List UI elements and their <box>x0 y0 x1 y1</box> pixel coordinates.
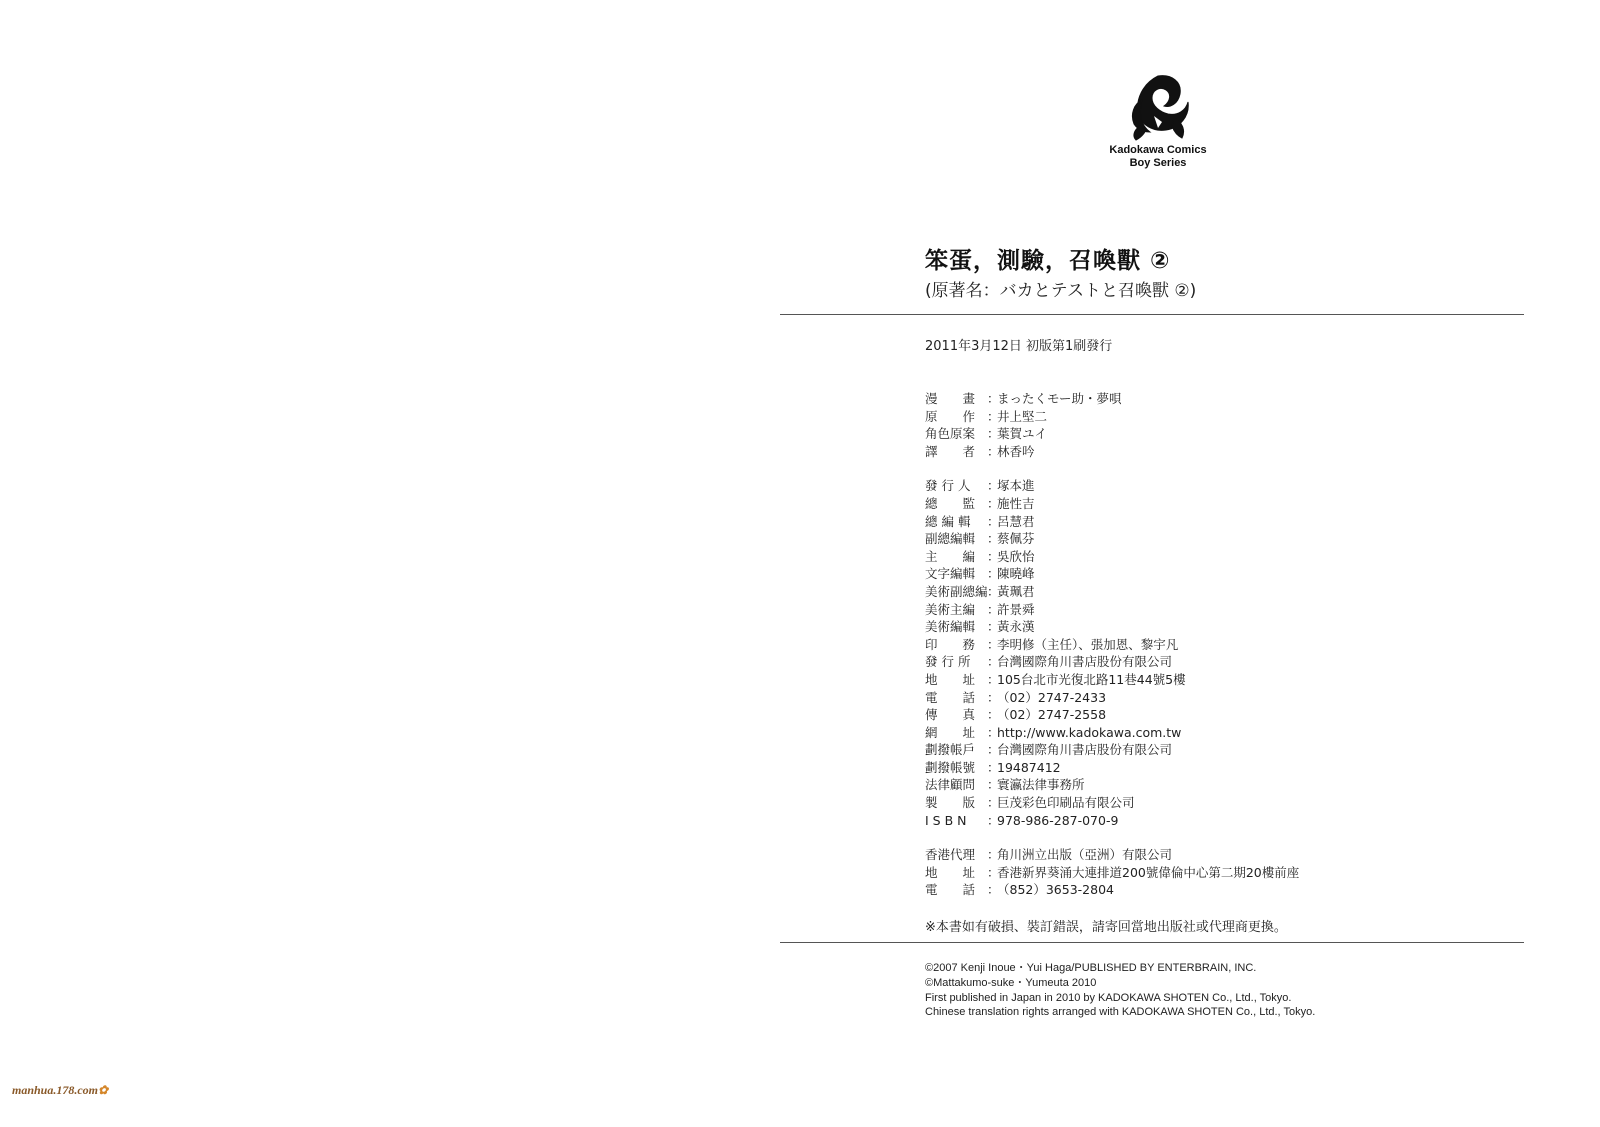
credit-row <box>925 741 1299 759</box>
credit-row <box>925 794 1299 812</box>
credit-separator: ： <box>987 759 1000 775</box>
credit-separator: ： <box>987 689 1000 705</box>
copyright-line: ©Mattakumo-suke・Yumeuta 2010 <box>925 976 1097 989</box>
credit-label: 地 址 <box>925 864 976 880</box>
credit-label: 漫 畫 <box>925 391 976 406</box>
credit-label: 劃撥帳戶 <box>925 742 976 758</box>
credit-row <box>925 812 1299 830</box>
credit-row <box>925 846 1299 864</box>
flower-icon: ✿ <box>98 1083 109 1097</box>
credit-separator: ： <box>987 583 1000 599</box>
credit-separator: ： <box>987 882 1000 898</box>
credit-label: 譯 者 <box>925 443 976 459</box>
credit-row <box>925 548 1299 566</box>
credit-group <box>925 846 1299 899</box>
credit-row <box>925 513 1299 531</box>
logo-line-1: Kadokawa Comics <box>1109 144 1207 156</box>
credit-value: （02）2747-2558 <box>997 707 1107 723</box>
credit-row <box>925 495 1299 513</box>
credit-value: 李明修（主任）、張加恩、黎宇凡 <box>997 636 1179 652</box>
copyright-line: First published in Japan in 2010 by KADOKAWA SHOTEN Co., Ltd., Tokyo. <box>925 991 1292 1004</box>
credit-row <box>925 724 1299 742</box>
credit-value: 塚本進 <box>997 478 1035 494</box>
credit-separator: ： <box>987 443 1000 459</box>
credit-separator: ： <box>987 707 1000 723</box>
credit-row <box>925 759 1299 777</box>
phoenix-emblem-icon <box>1120 70 1196 144</box>
credit-label: 角色原案 <box>925 426 976 442</box>
credit-group <box>925 390 1299 460</box>
credit-separator: ： <box>987 548 1000 564</box>
credit-value: 井上堅二 <box>997 408 1048 424</box>
credit-row <box>925 864 1299 882</box>
credit-row <box>925 583 1299 601</box>
copyright-line: ©2007 Kenji Inoue・Yui Haga/PUBLISHED BY ENTERBRAIN, INC. <box>925 962 1257 974</box>
credit-separator: ： <box>987 724 1000 740</box>
credit-value: 105台北市光復北路11巷44號5樓 <box>997 671 1186 687</box>
credit-row <box>925 425 1299 443</box>
credit-row <box>925 706 1299 724</box>
damage-notice: ※本書如有破損、裝訂錯誤，請寄回當地出版社或代理商更換。 <box>925 920 1287 935</box>
credit-value: 978-986-287-070-9 <box>997 812 1119 828</box>
edition-date: 2011年3月12日 初版第1刷發行 <box>925 339 1113 354</box>
credit-separator: ： <box>987 513 1000 529</box>
credit-label: 印 務 <box>925 636 976 652</box>
credit-label: 製 版 <box>925 795 976 811</box>
credit-label: 劃撥帳號 <box>925 759 976 775</box>
book-title: 笨蛋，測驗，召喚獸 ② <box>925 248 1171 274</box>
credit-row <box>925 477 1299 495</box>
credit-value: （02）2747-2433 <box>997 689 1107 705</box>
credit-row <box>925 618 1299 636</box>
credit-row <box>925 530 1299 548</box>
credit-value: 寰瀛法律事務所 <box>997 777 1085 793</box>
credit-separator: ： <box>987 654 1000 670</box>
credit-label: 網 址 <box>925 724 976 740</box>
credit-row <box>925 881 1299 899</box>
credit-value: 巨茂彩色印刷品有限公司 <box>997 795 1135 811</box>
credit-separator: ： <box>987 391 1000 406</box>
credit-label: 文字編輯 <box>925 566 976 582</box>
credit-value: 葉賀ユイ <box>997 426 1048 442</box>
credit-separator: ： <box>987 408 1000 424</box>
credit-row <box>925 776 1299 794</box>
credit-separator: ： <box>987 671 1000 687</box>
credit-separator: ： <box>987 777 1000 793</box>
credit-separator: ： <box>987 847 1000 863</box>
credits-block <box>925 390 1299 916</box>
copyright-block <box>925 961 1315 1020</box>
credit-label: 美術主編 <box>925 601 976 617</box>
credit-label: 副總編輯 <box>925 531 976 547</box>
credit-separator: ： <box>987 531 1000 547</box>
credit-separator: ： <box>987 864 1000 880</box>
credit-row <box>925 636 1299 654</box>
credit-separator: ： <box>987 601 1000 617</box>
original-title: (原著名：バカとテストと召喚獸 ②) <box>925 281 1197 301</box>
credit-value: 呂慧君 <box>997 513 1035 529</box>
credit-label: 地 址 <box>925 671 976 687</box>
credit-value: 角川洲立出版（亞洲）有限公司 <box>997 847 1173 863</box>
credit-label: 香港代理 <box>925 847 976 863</box>
credit-row <box>925 565 1299 583</box>
credit-value: 蔡佩芬 <box>997 531 1035 547</box>
credit-value: 施性吉 <box>997 495 1035 511</box>
credit-value: 林香吟 <box>997 443 1035 459</box>
credit-row <box>925 653 1299 671</box>
credit-label: 傳 真 <box>925 707 976 723</box>
credit-separator: ： <box>987 742 1000 758</box>
credit-row <box>925 601 1299 619</box>
credit-row <box>925 671 1299 689</box>
credit-value: http://www.kadokawa.com.tw <box>997 724 1182 740</box>
credit-separator: ： <box>987 478 1000 494</box>
credit-separator: ： <box>987 812 1000 828</box>
credit-label: 總 編 輯 <box>925 513 971 529</box>
credit-row <box>925 408 1299 426</box>
credit-row <box>925 443 1299 461</box>
site-watermark <box>12 1083 108 1098</box>
copyright-line: Chinese translation rights arranged with KADOKAWA SHOTEN Co., Ltd., Tokyo. <box>925 1006 1316 1019</box>
credit-separator: ： <box>987 619 1000 635</box>
credit-label: 美術編輯 <box>925 619 976 635</box>
credit-label: 電 話 <box>925 689 976 705</box>
credit-label: 發 行 人 <box>925 478 971 494</box>
credit-label: 原 作 <box>925 408 976 424</box>
bottom-divider <box>780 942 1524 943</box>
credit-separator: ： <box>987 795 1000 811</box>
credit-value: 台灣國際角川書店股份有限公司 <box>997 742 1173 758</box>
credit-group <box>925 477 1299 829</box>
credit-separator: ： <box>987 636 1000 652</box>
credit-value: 19487412 <box>997 759 1061 775</box>
credit-value: 黃珮君 <box>997 583 1035 599</box>
credit-value: 陳曉峰 <box>997 566 1035 582</box>
watermark-text: manhua.178.com <box>12 1083 99 1097</box>
credit-row <box>925 390 1299 408</box>
top-divider <box>780 314 1524 315</box>
colophon-page <box>780 0 1540 1127</box>
credit-label: 法律顧問 <box>925 777 976 793</box>
credit-separator: ： <box>987 566 1000 582</box>
publisher-logo <box>1098 70 1218 170</box>
credit-separator: ： <box>987 495 1000 511</box>
credit-value: 香港新界葵涌大連排道200號偉倫中心第二期20樓前座 <box>997 864 1300 880</box>
credit-value: 許景舜 <box>997 601 1035 617</box>
credit-label: 美術副總編 <box>925 583 988 599</box>
logo-line-2: Boy Series <box>1129 157 1187 169</box>
credit-separator: ： <box>987 426 1000 442</box>
credit-label: 總 監 <box>925 495 976 511</box>
credit-label: 主 編 <box>925 548 976 564</box>
credit-value: 台灣國際角川書店股份有限公司 <box>997 654 1173 670</box>
credit-label: 發 行 所 <box>925 654 971 670</box>
credit-value: 黃永漢 <box>997 619 1035 635</box>
credit-value: まったくモー助・夢唄 <box>997 391 1122 406</box>
credit-label: 電 話 <box>925 882 976 898</box>
credit-value: 吳欣怡 <box>997 548 1035 564</box>
credit-value: （852）3653-2804 <box>997 882 1114 898</box>
credit-row <box>925 689 1299 707</box>
credit-label: I S B N <box>925 812 967 828</box>
